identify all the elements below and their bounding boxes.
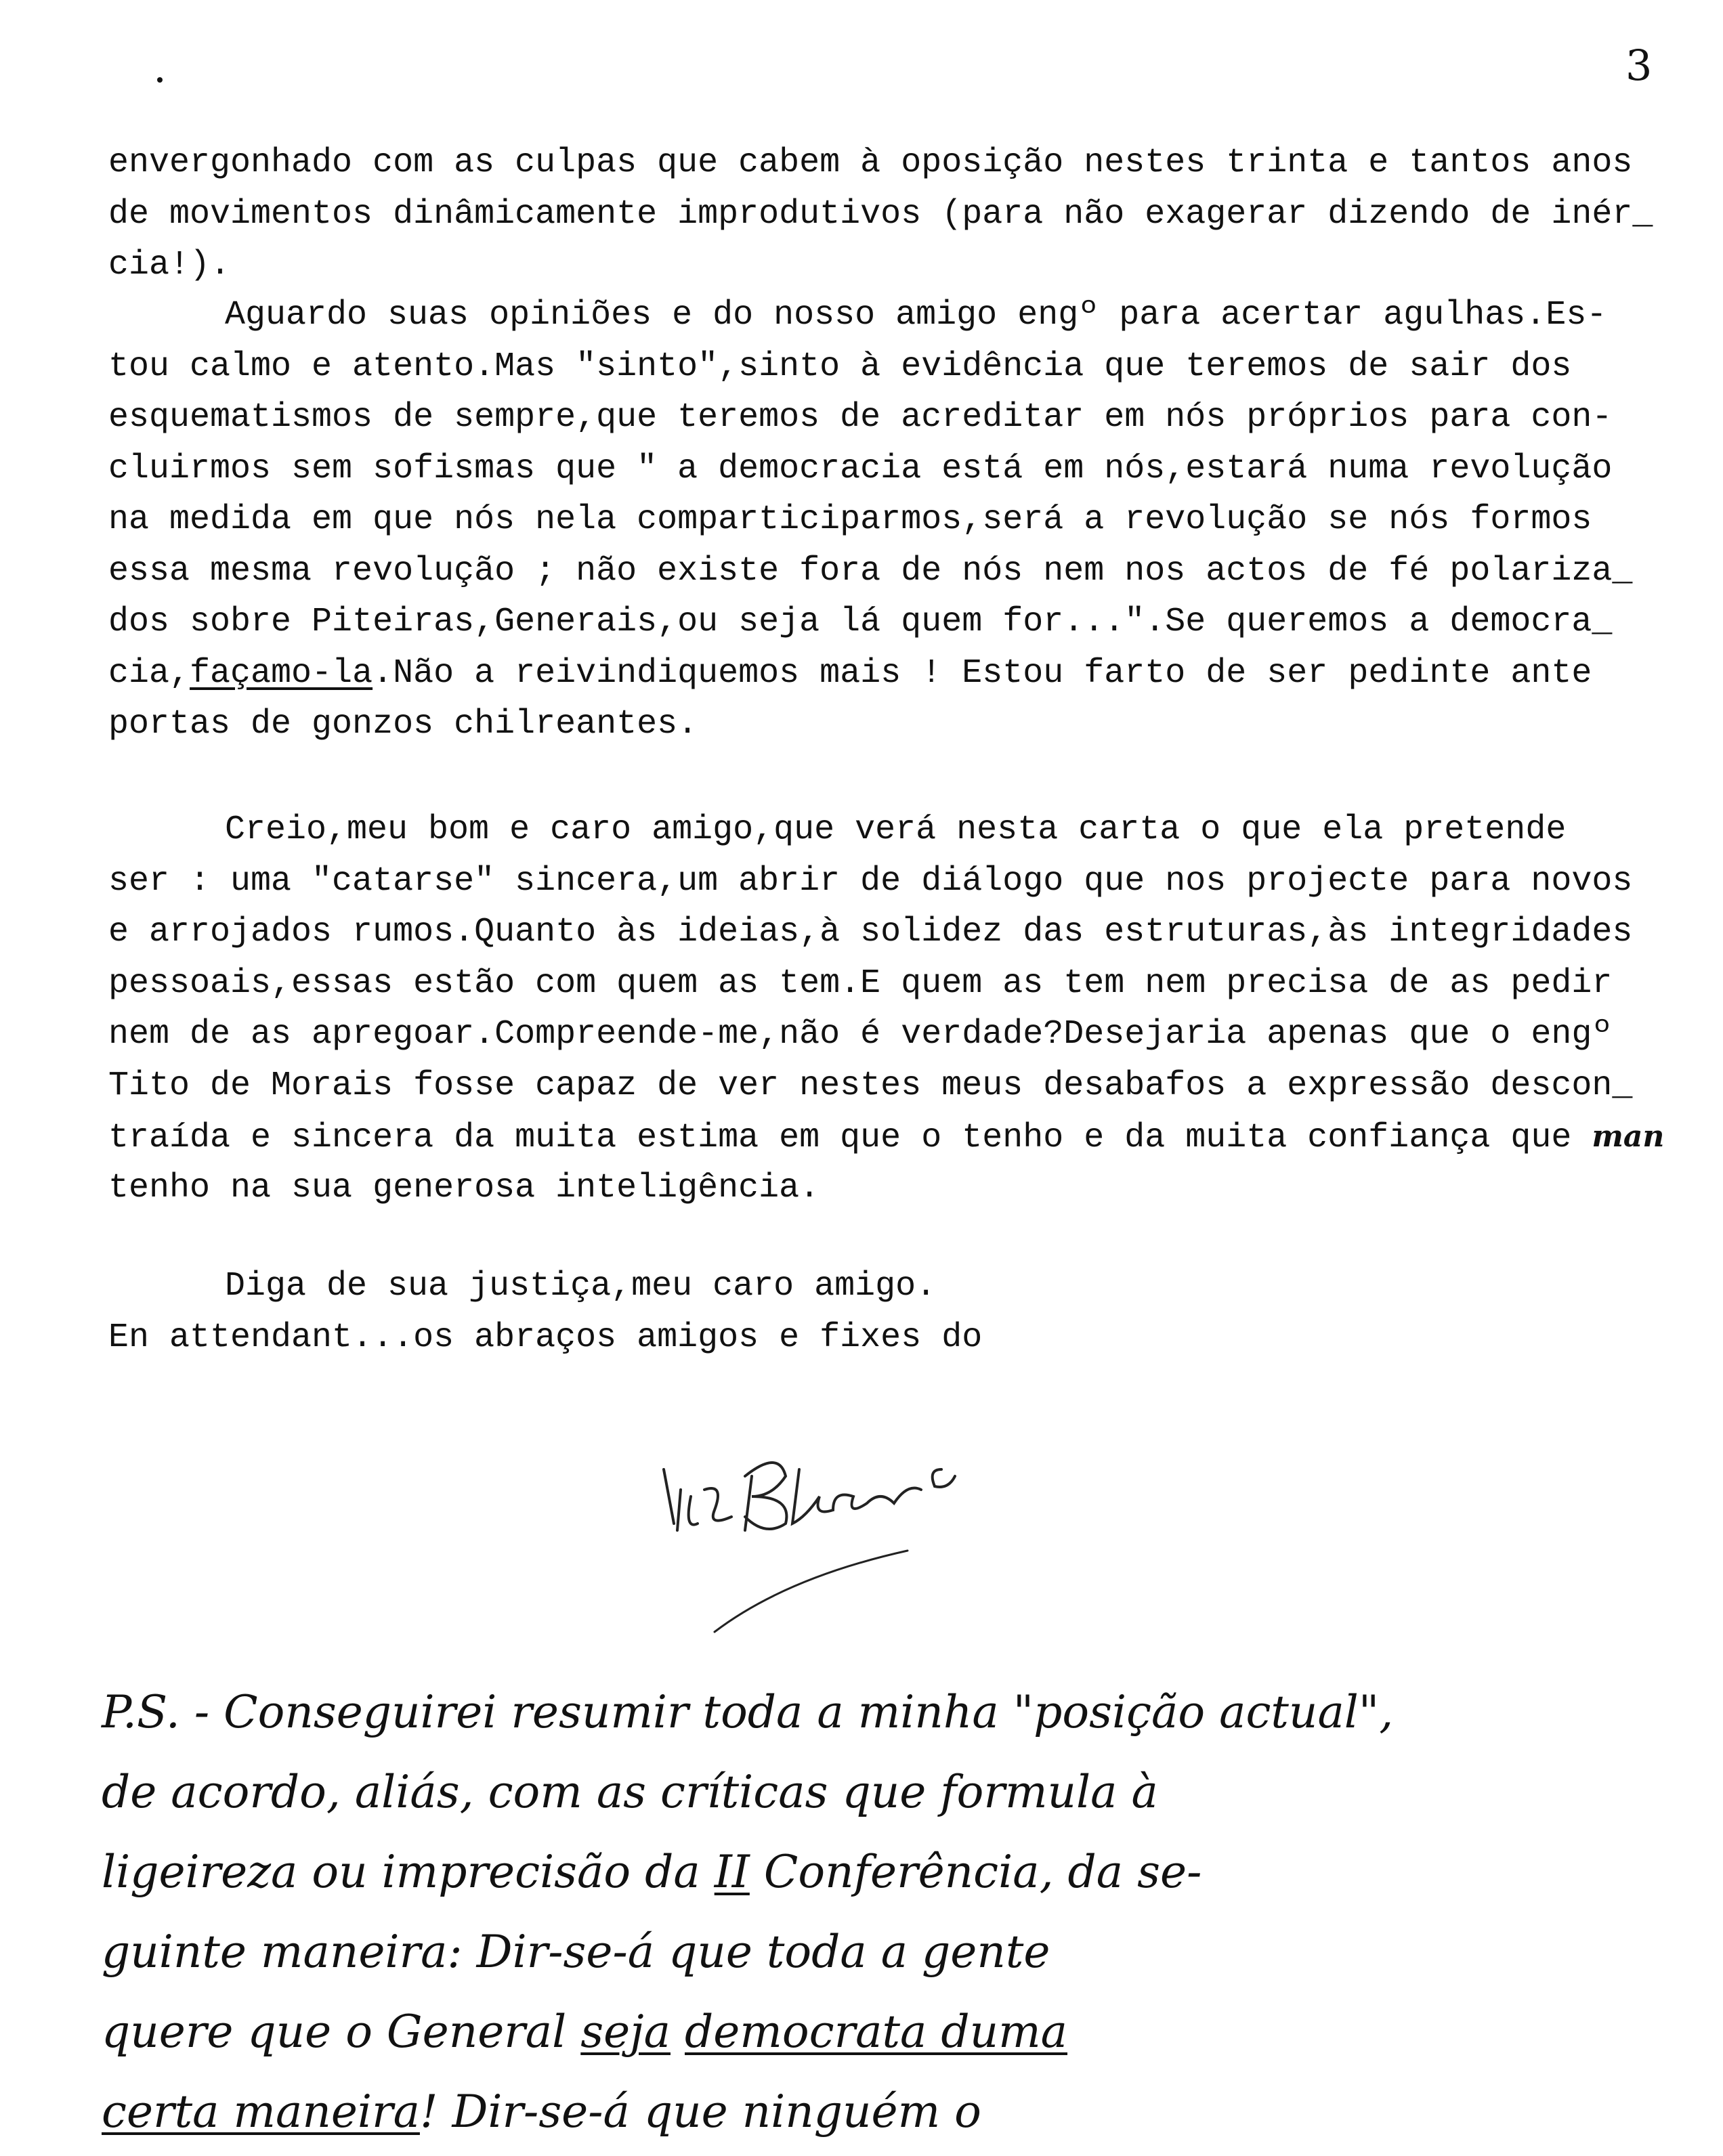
text-segment: Tito de Morais fosse capaz de ver nestes meus desabafos a expressão descon_ (108, 1066, 1633, 1105)
text-segment: essa mesma revolução ; não existe fora de nós nem nos actos de fé polariza_ (108, 551, 1633, 590)
text-line (108, 1163, 1664, 1214)
text-line (108, 804, 1664, 856)
text-segment: En attendant...os abraços amigos e fixes do (108, 1318, 983, 1357)
text-segment: traída e sincera da muita estima em que o tenho e da muita confiança que (108, 1119, 1592, 1157)
text-line (108, 907, 1664, 958)
text-segment: envergonhado com as culpas que cabem à oposição nestes trinta e tantos anos (108, 144, 1633, 182)
text-segment: Creio,meu bom e caro amigo,que verá nesta carta o que ela pretende (225, 811, 1567, 849)
text-line (102, 2072, 1693, 2152)
text-line (102, 1752, 1693, 1832)
page-number: 3 (1625, 41, 1653, 90)
text-line (108, 392, 1632, 444)
text-line (108, 1312, 982, 1364)
text-line (108, 1009, 1664, 1060)
text-segment: quere que o General (102, 2006, 581, 2058)
text-line (108, 1111, 1664, 1163)
text-line (108, 1060, 1664, 1112)
paragraph-3 (108, 804, 1664, 1213)
text-segment: Aguardo suas opiniões e do nosso amigo engº para acertar agulhas.Es- (225, 296, 1607, 335)
text-line (108, 648, 1632, 699)
text-segment: Diga de sua justiça,meu caro amigo. (225, 1267, 937, 1306)
handwritten-postscript (102, 1673, 1693, 2152)
text-segment: cia, (108, 653, 190, 693)
text-segment: pessoais,essas estão com quem as tem.E quem as tem nem precisa de as pedir (108, 964, 1613, 1003)
text-line (108, 856, 1664, 907)
text-line (108, 597, 1632, 648)
ink-dot (157, 77, 163, 83)
text-segment: ligeireza ou imprecisão da (102, 1846, 715, 1898)
text-segment (671, 2006, 685, 2058)
text-segment: nem de as apregoar.Compreende-me,não é verdade?Desejaria apenas que o engº (108, 1015, 1613, 1054)
text-line (108, 189, 1653, 240)
paragraph-2 (108, 290, 1632, 750)
text-segment: cia!). (108, 246, 231, 284)
text-segment: Conferência, da se- (749, 1846, 1202, 1898)
text-line (108, 290, 1632, 341)
underlined-text: democrata duma (684, 2006, 1068, 2058)
paragraph-1 (108, 137, 1653, 291)
text-line (108, 958, 1664, 1010)
text-line (108, 1261, 982, 1312)
text-segment: de acordo, aliás, com as críticas que formula à (102, 1766, 1158, 1818)
handwritten-signature (650, 1449, 1029, 1652)
text-line (108, 137, 1653, 189)
text-segment: guinte maneira: Dir-se-á que toda a gente (102, 1926, 1050, 1978)
text-line (102, 1912, 1693, 1992)
handwritten-insert: man (1592, 1119, 1665, 1154)
text-line (108, 546, 1632, 597)
text-segment: dos sobre Piteiras,Generais,ou seja lá quem for...".Se queremos a democra_ (108, 603, 1613, 641)
text-line (102, 1673, 1693, 1752)
text-segment: na medida em que nós nela comparticiparmos,será a revolução se nós formos (108, 500, 1592, 539)
text-line (102, 1832, 1693, 1912)
text-line (108, 494, 1632, 546)
text-segment: e arrojados rumos.Quanto às ideias,à solidez das estruturas,às integridades (108, 913, 1633, 951)
text-segment: tou calmo e atento.Mas "sinto",sinto à evidência que teremos de sair dos (108, 347, 1572, 386)
text-segment: ! Dir-se-á que ninguém o (419, 2086, 981, 2138)
text-segment: P.S. - Conseguirei resumir toda a minha "posição actual", (102, 1686, 1394, 1738)
underlined-text: II (714, 1846, 750, 1898)
text-segment: ser : uma "catarse" sincera,um abrir de diálogo que nos projecte para novos (108, 861, 1633, 901)
underlined-text: certa maneira (102, 2086, 420, 2138)
text-segment: cluirmos sem sofismas que " a democracia está em nós,estará numa revolução (108, 449, 1613, 488)
text-segment: tenho na sua generosa inteligência. (108, 1168, 820, 1207)
text-segment: portas de gonzos chilreantes. (108, 705, 698, 743)
text-line (108, 444, 1632, 495)
text-segment: de movimentos dinâmicamente improdutivos (para não exagerar dizendo de inér_ (108, 194, 1653, 234)
text-line (108, 699, 1632, 750)
text-segment: esquematismos de sempre,que teremos de acreditar em nós próprios para con- (108, 398, 1613, 437)
text-line (108, 240, 1653, 291)
closing-paragraph (108, 1261, 982, 1363)
underlined-text: seja (580, 2006, 671, 2058)
text-line (108, 341, 1632, 393)
underlined-text: façamo-la (190, 653, 373, 693)
text-line (102, 1992, 1693, 2072)
text-segment: .Não a reivindiquemos mais ! Estou farto de ser pedinte ante (373, 653, 1592, 693)
